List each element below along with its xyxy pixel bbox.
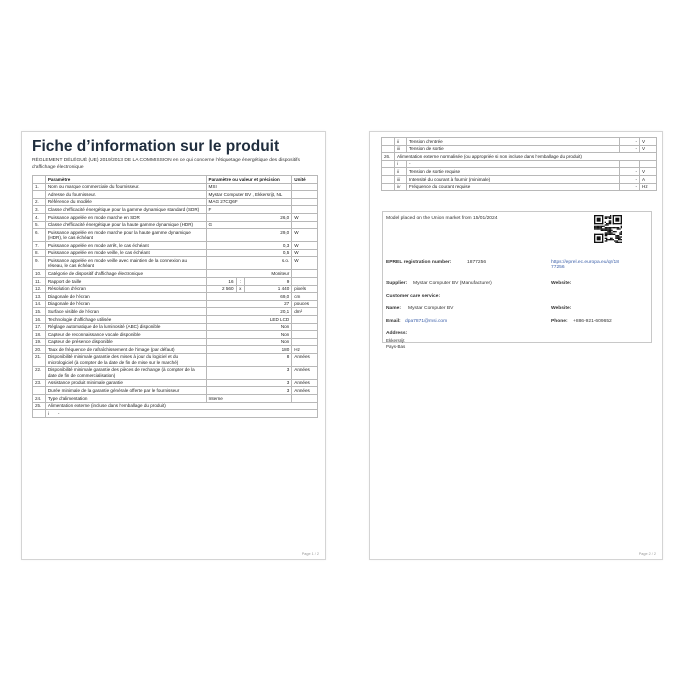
eprel-info-box (382, 211, 652, 349)
table-row: 10. Catégorie de dispositif d’affichage électronique Moniteur (33, 270, 318, 278)
supplier-label: Supplier: (386, 281, 408, 286)
table-row: iv Fréquence du courant requise - Hz (382, 183, 657, 191)
regulation-text: RÈGLEMENT DÉLÉGUÉ (UE) 2019/2013 DE LA COMMISSION en ce qui concerne l’étiquetage énergétique des dispositifs d’affichage électronique (32, 158, 300, 170)
table-row: Durée minimale de la garantie générale offerte par le fournisseur 3 Années (33, 387, 318, 395)
table-row: iii Intensité du courant à fournir (minimale) - A (382, 175, 657, 183)
power-supply-table (381, 137, 657, 191)
table-row: 6. Puissance appelée en mode marche pour la haute gamme dynamique (HDR), le cas échéant 29,0 W (33, 229, 318, 242)
table-row: i - (382, 160, 657, 168)
table-row: 24. Type d’alimentation Interne (33, 395, 318, 403)
eprel-reg-label: EPREL registration number: (386, 260, 452, 265)
customer-care-label: Customer care service: (386, 294, 441, 299)
table-row: ii Tension de sortie requise - V (382, 168, 657, 176)
table-row: 1. Nom ou marque commerciale du fournisseur. MSI (33, 183, 318, 191)
name-label: Name: (386, 306, 401, 311)
table-row: 25. Alimentation externe (incluse dans l’emballage du produit) (33, 402, 318, 410)
website2-label: Website: (551, 306, 572, 311)
table-row: 5. Classe d’efficacité énergétique pour la haute gamme dynamique (HDR) G (33, 221, 318, 229)
header-value: Paramètre ou valeur et précision (206, 176, 292, 184)
phone-label: Phone: (551, 319, 568, 324)
table-row: 12. Résolution d’écran 2 560 x 1 440 pixels (33, 285, 318, 293)
table-row: 8. Puissance appelée en mode veille, le cas échéant 0,5 W (33, 249, 318, 257)
table-row: 19. Capteur de présence disponible Non (33, 338, 318, 346)
product-sheet-page-1 (21, 131, 326, 560)
qr-code-icon (594, 215, 622, 243)
address-label: Address: (386, 331, 408, 336)
table-row: 4. Puissance appelée en mode marche en SDR 26,0 W (33, 213, 318, 221)
website-label: Website: (551, 281, 572, 286)
table-row: Adresse du fournisseur. Mystar Computer BV , Ekkersrijt, NL (33, 191, 318, 199)
product-sheet-page-2 (369, 131, 663, 560)
address-line-2: Pays-Bas (386, 344, 406, 349)
header-param: Paramètre (45, 176, 206, 184)
table-row: 15. Surface visible de l’écran 20,1 dm² (33, 308, 318, 316)
header-unit: Unité (292, 176, 318, 184)
table-row: 26. Alimentation externe normalisée (ou appropriée si non incluse dans l’emballage du produit) (382, 153, 657, 161)
parameter-table (32, 175, 318, 418)
table-row: 22. Disponibilité minimale garantie des pièces de rechange (à compter de la date de fin de commercialisation) 3 Années (33, 366, 318, 379)
table-row: 21. Disponibilité minimale garantie des mises à jour du logiciel et du micrologiciel (à compter de la date de fin de mise sur le marché) 8 Années (33, 353, 318, 366)
table-row: 17. Réglage automatique de la luminosité (ABC) disponible Non (33, 323, 318, 331)
table-row: 3. Classe d’efficacité énergétique pour la gamme dynamique standard (SDR) F (33, 206, 318, 214)
table-row: 14. Diagonale de l’écran 27 pouces (33, 300, 318, 308)
table-row: ii Tension d’entrée - V (382, 138, 657, 146)
table-row: iii Tension de sortie - V (382, 145, 657, 153)
table-row: 23. Assistance produit minimale garantie 3 Années (33, 379, 318, 387)
name-value: Mystar Computer BV (408, 306, 454, 311)
table-row: i - (33, 410, 318, 418)
supplier-value: Mystar Computer BV (Manufacturer) (413, 281, 492, 286)
page-title: Fiche d’information sur le produit (32, 138, 280, 155)
table-row: 18. Capteur de reconnaissance vocale disponible Non (33, 331, 318, 339)
table-row: 9. Puissance appelée en mode veille avec maintien de la connexion au réseau, le cas échéant s.o. W (33, 257, 318, 270)
table-row: 7. Puissance appelée en mode arrêt, le cas échéant 0,3 W (33, 242, 318, 250)
market-date-text: Model placed on the Union market from 15/01/2024 (386, 216, 498, 221)
table-row: 20. Taux de fréquence de rafraîchissement de l’image (par défaut) 180 Hz (33, 346, 318, 354)
email-label: Email: (386, 319, 401, 324)
eprel-url-link[interactable]: https://eprel.ec.europa.eu/qr/18 77256 (551, 260, 619, 270)
address-line-1: Ekkersrijt (386, 338, 405, 343)
table-row: 11. Rapport de taille 16 : 9 (33, 277, 318, 285)
email-link[interactable]: dpa7871@msi.com (405, 319, 448, 324)
eprel-reg-number: 1877256 (467, 260, 487, 265)
page-footer: Page 2 / 2 (638, 552, 656, 556)
table-row: 2. Référence du modèle MAG 27CQ6F (33, 198, 318, 206)
table-row: 13. Diagonale de l’écran 69,0 cm (33, 293, 318, 301)
page-footer: Page 1 / 2 (301, 552, 319, 556)
table-row: 16. Technologie d’affichage utilisée LED LCD (33, 315, 318, 323)
table-header-row (33, 176, 318, 184)
phone-value: +886-921-609652 (573, 319, 612, 324)
